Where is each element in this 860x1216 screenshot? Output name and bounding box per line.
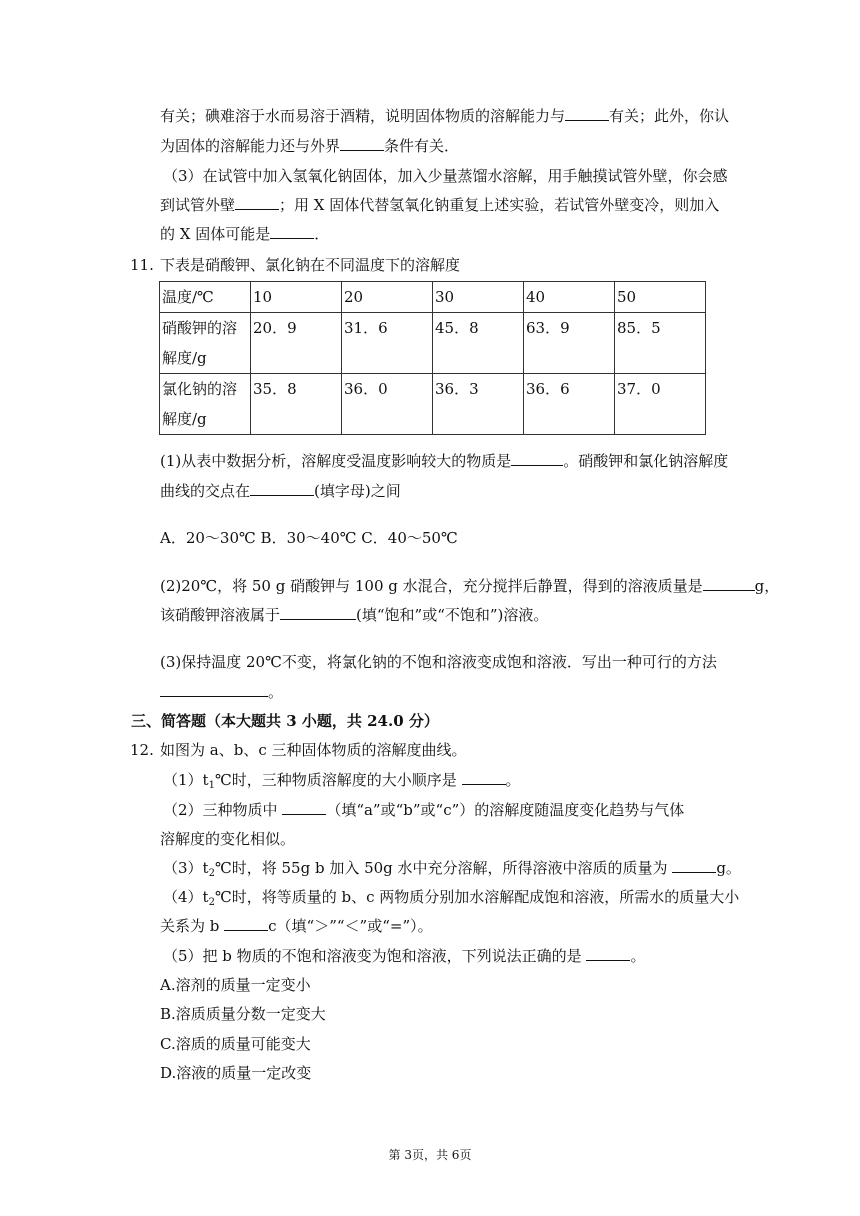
answer-blank [703,576,755,591]
table-header-cell: 50 [615,282,706,313]
text: 。 [630,947,646,965]
table-header-cell: 40 [524,282,615,313]
table-cell: 35．8 [251,374,342,435]
answer-blank [565,106,609,121]
text: （填“a”或“b”或“c”）的溶解度随温度变化趋势与气体 [326,801,685,819]
text: 解度/g [162,410,207,428]
text: 到试管外壁 [160,196,236,214]
text: (2)20℃，将 50 g 硝酸钾与 100 g 水混合，充分搅拌后静置，得到的溶液质量是 [160,577,703,595]
text: ℃时，将等质量的 b、c 两物质分别加水溶解配成饱和溶液，所需水的质量大小 [214,888,740,906]
table-row [160,313,706,374]
q12-option-c: C.溶质的质量可能变大 [160,1035,311,1053]
text: （4）t [163,888,209,906]
q11-part1-line2 [160,481,401,501]
q11-part3-line2 [160,682,283,702]
subscript: 2 [208,897,215,908]
page-footer: 第 3页，共 6页 [388,1148,472,1162]
table-row [160,282,706,313]
q12-part2-line2: 溶解度的变化相似。 [160,830,296,848]
answer-blank [235,195,279,210]
subscript: 2 [208,868,215,879]
text: （3）t [163,859,209,877]
answer-blank [282,800,326,815]
q12-option-b: B.溶质质量分数一定变大 [160,1005,326,1023]
table-header-cell: 温度/℃ [160,282,251,313]
section-title: 三、简答题（本大题共 3 小题，共 24.0 分） [131,712,439,730]
text: 。 [505,771,521,789]
q11-options: A．20～30℃ B．30～40℃ C．40～50℃ [160,529,458,547]
text: 硝酸钾的溶 [162,319,238,337]
question-stem: 如图为 a、b、c 三种固体物质的溶解度曲线。 [160,741,467,759]
text: ℃时，三种物质溶解度的大小顺序是 [214,771,462,789]
text: 该硝酸钾溶液属于 [160,606,281,624]
answer-blank [511,451,563,466]
q12-part1 [163,770,521,796]
table-cell: 36．3 [433,374,524,435]
q3-line-2 [160,195,719,215]
text: 氯化钠的溶 [162,380,238,398]
answer-blank [462,770,506,785]
question-number: 11. [130,256,154,274]
table-cell: 85．5 [615,313,706,374]
q11-part2-line1 [160,576,779,596]
q12-option-a: A.溶剂的质量一定变小 [160,976,311,994]
q3-line-3 [160,224,329,244]
text: （1）t [163,771,209,789]
text: 的 X 固体可能是 [160,225,271,243]
answer-blank [160,682,268,697]
table-cell: 63．9 [524,313,615,374]
text: 有关；碘难溶于水而易溶于酒精，说明固体物质的溶解能力与 [160,107,566,125]
answer-blank [340,136,384,151]
table-row [160,374,706,435]
table-cell: 37．0 [615,374,706,435]
answer-blank [672,858,716,873]
text: ；用 X 固体代替氢氧化钠重复上述实验，若试管外壁变冷，则加入 [279,196,720,214]
text: 曲线的交点在 [160,482,251,500]
table-header-cell: 30 [433,282,524,313]
text: 为固体的溶解能力还与外界 [160,137,341,155]
text: （5）把 b 物质的不饱和溶液变为饱和溶液，下列说法正确的是 [163,947,587,965]
answer-blank [270,224,314,239]
answer-blank [224,916,268,931]
q12-part4 [163,887,739,913]
text: 关系为 b [160,917,225,935]
table-cell: 36．0 [342,374,433,435]
q12-part4-line2 [160,916,433,936]
question-stem: 下表是硝酸钾、氯化钠在不同温度下的溶解度 [160,256,461,274]
text: 。 [268,683,284,701]
q12-option-d: D.溶液的质量一定改变 [160,1064,312,1082]
table-cell: 45．8 [433,313,524,374]
subscript: 1 [208,780,215,791]
q11-part2-line2 [160,605,548,625]
text: 有关；此外，你认 [609,107,730,125]
intro-line-2 [160,136,459,156]
table-header-cell: 20 [342,282,433,313]
q11-part1-line1 [160,451,728,471]
text: 。硝酸钾和氯化钠溶解度 [563,452,729,470]
text: g。 [716,859,741,877]
solubility-table [159,281,706,435]
text: （2）三种物质中 [163,801,283,819]
table-cell: 31．6 [342,313,433,374]
text: c（填“＞”“＜”或“=”）。 [268,917,433,935]
answer-blank [280,605,356,620]
text: (填字母)之间 [314,482,401,500]
question-number: 12. [130,741,154,759]
text: 条件有关． [384,137,460,155]
table-cell: 36．6 [524,374,615,435]
text: 解度/g [162,349,207,367]
intro-line-1 [160,106,729,126]
text: g， [754,577,780,595]
text: (1)从表中数据分析，溶解度受温度影响较大的物质是 [160,452,512,470]
text: ℃时，将 55g b 加入 50g 水中充分溶解，所得溶液中溶质的质量为 [214,859,673,877]
table-header-cell: 10 [251,282,342,313]
table-cell: 20．9 [251,313,342,374]
q12-part5 [163,946,645,966]
q3-line-1: （3）在试管中加入氢氧化钠固体，加入少量蒸馏水溶解，用手触摸试管外壁，你会感 [163,167,728,185]
q12-part2 [163,800,684,820]
table-row-label [160,374,251,435]
answer-blank [586,946,630,961]
text: (填“饱和”或“不饱和”)溶液。 [356,606,549,624]
answer-blank [250,481,314,496]
q12-part3 [163,858,741,884]
q11-part3-line1: (3)保持温度 20℃不变，将氯化钠的不饱和溶液变成饱和溶液．写出一种可行的方法 [160,653,717,671]
table-row-label [160,313,251,374]
text: ． [314,225,330,243]
